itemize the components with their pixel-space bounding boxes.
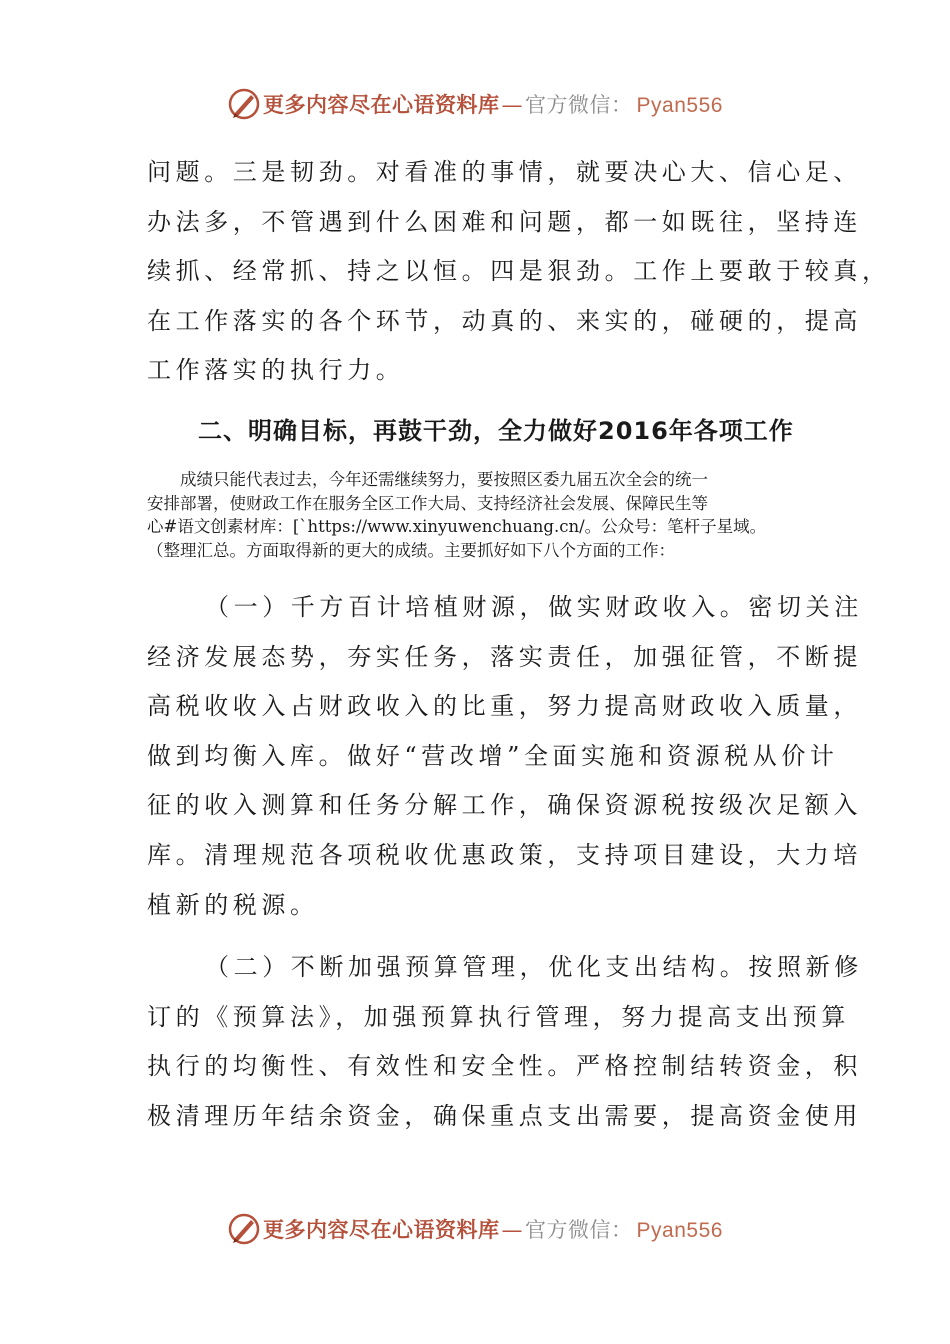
pen-logo-icon bbox=[227, 1212, 261, 1246]
banner-wechat-label: 官方微信： bbox=[525, 1218, 633, 1242]
banner-main-text: 更多内容尽在心语资料库 bbox=[263, 1217, 500, 1242]
banner-wechat-label: 官方微信： bbox=[525, 93, 633, 117]
text-line: 成绩只能代表过去，今年还需继续努力，要按照区委九届五次全会的统一 bbox=[147, 470, 708, 489]
paragraph-item-two bbox=[147, 943, 863, 1141]
banner-text bbox=[263, 89, 723, 119]
text-line: 工作落实的执行力。 bbox=[147, 356, 405, 385]
paragraph-small bbox=[147, 468, 802, 562]
text-line: 执行的均衡性、有效性和安全性。严格控制结转资金，积 bbox=[147, 1052, 862, 1081]
banner-main-text: 更多内容尽在心语资料库 bbox=[263, 92, 500, 117]
text-line: 在工作落实的各个环节，动真的、来实的，碰硬的，提高 bbox=[147, 306, 862, 335]
section-heading: 二、明确目标，再鼓干劲，全力做好2016年各项工作 bbox=[198, 417, 794, 445]
text-line: （一）千方百计培植财源，做实财政收入。密切关注 bbox=[205, 593, 863, 621]
text-line: 问题。三是韧劲。对看准的事情，就要决心大、信心足、 bbox=[147, 158, 862, 186]
pen-logo-icon bbox=[227, 87, 261, 121]
text-line: 极清理历年结余资金，确保重点支出需要，提高资金使用 bbox=[147, 1101, 862, 1130]
text-line: 经济发展态势，夯实任务，落实责任，加强征管，不断提 bbox=[147, 642, 862, 671]
text-line: 征的收入测算和任务分解工作，确保资源税按级次足额入 bbox=[147, 791, 862, 820]
text-line: 植新的税源。 bbox=[147, 890, 319, 919]
text-line: 办法多，不管遇到什么困难和问题，都一如既往，坚持连 bbox=[147, 207, 862, 236]
text-line: （整理汇总。方面取得新的更大的成绩。主要抓好如下八个方面的工作： bbox=[147, 540, 675, 560]
text-line: 安排部署，使财政工作在服务全区工作大局、支持经济社会发展、保障民生等 bbox=[147, 493, 708, 513]
text-line: 库。清理规范各项税收优惠政策，支持项目建设，大力培 bbox=[147, 840, 862, 869]
paragraph-continued bbox=[147, 148, 891, 396]
text-line: 做到均衡入库。做好“营改增”全面实施和资源税从价计 bbox=[147, 741, 839, 770]
text-line: 心#语文创素材库：[`https://www.xinyuwenchuang.cn/。公众号：笔杆子星域。 bbox=[147, 517, 767, 536]
banner-wechat-id: Pyan556 bbox=[636, 94, 723, 117]
footer-watermark-banner bbox=[0, 1209, 950, 1249]
paragraph-item-one bbox=[147, 583, 863, 930]
banner-text bbox=[263, 1214, 723, 1244]
text-line: （二）不断加强预算管理，优化支出结构。按照新修 bbox=[205, 953, 863, 981]
banner-dash: — bbox=[501, 1218, 524, 1242]
text-line: 续抓、经常抓、持之以恒。四是狠劲。工作上要敢于较真， bbox=[147, 257, 891, 286]
header-watermark-banner bbox=[0, 84, 950, 124]
text-line: 订的《预算法》，加强预算执行管理，努力提高支出预算 bbox=[147, 1002, 850, 1031]
banner-dash: — bbox=[501, 93, 524, 117]
banner-wechat-id: Pyan556 bbox=[636, 1219, 723, 1242]
text-line: 高税收收入占财政收入的比重，努力提高财政收入质量， bbox=[147, 692, 862, 721]
